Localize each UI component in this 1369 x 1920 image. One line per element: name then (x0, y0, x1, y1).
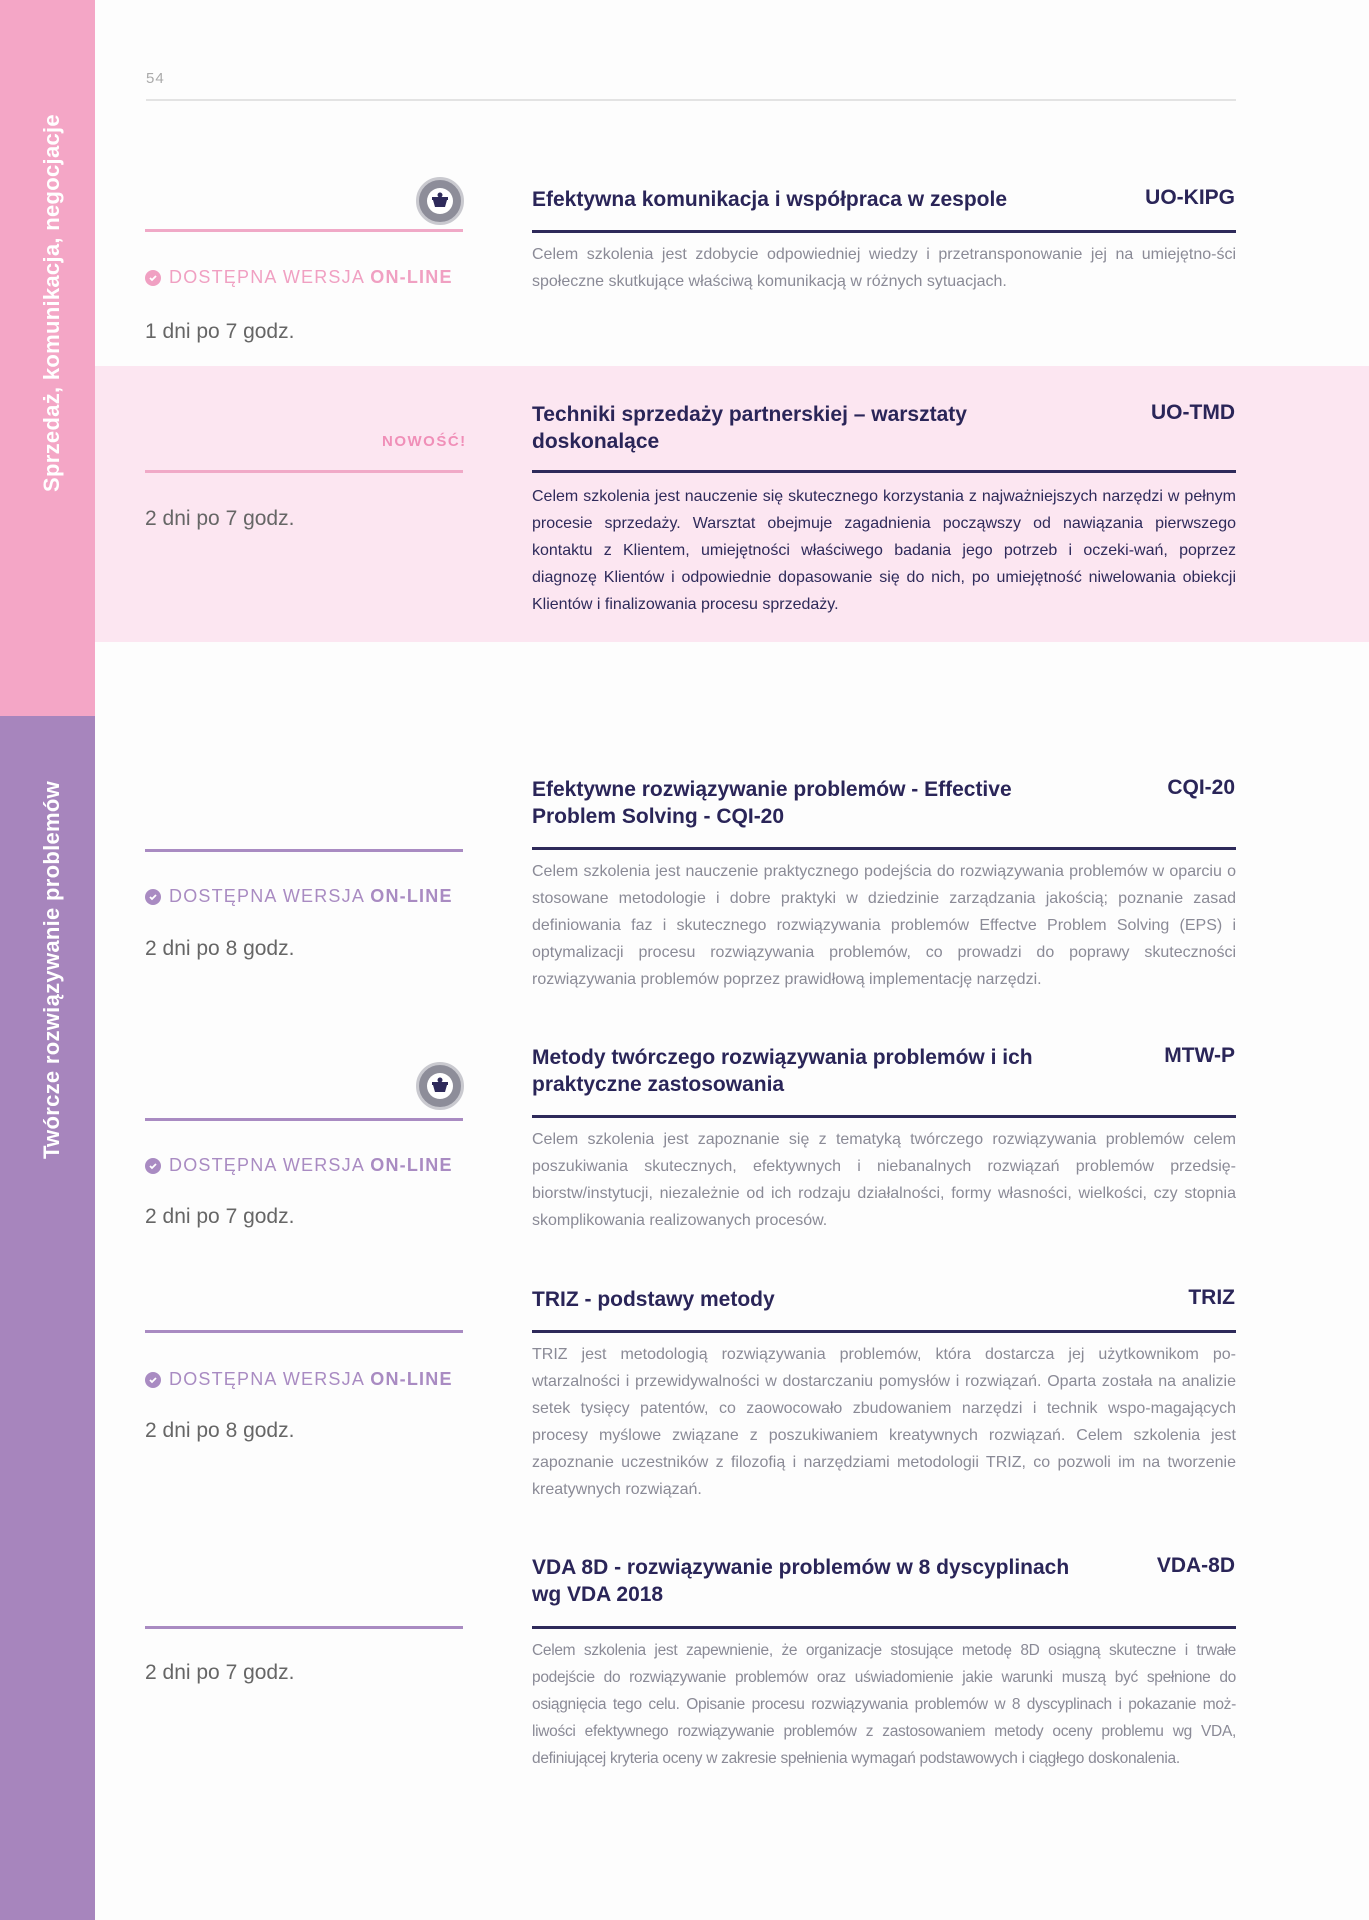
course-description: Celem szkolenia jest nauczenie się skutecznego korzystania z najważniejszych narzędzi w pełnym procesie sprzedaży. Warsztat obejmuje zagadnienia począwszy od nawiązania pierwszego kontaktu z Klientem, umiejętności właściwego badania jego potrzeb i oczeki-wań, poprzez diagnozę Klientów i odpowiednie dopasowanie się do nich, po umiejętność niwelowania obiekcji Klientów i finalizowania procesu sprzedaży. (532, 488, 1236, 613)
check-circle-icon (145, 1158, 161, 1174)
course-code: CQI-20 (1167, 776, 1235, 799)
online-label-strong: ON-LINE (370, 1369, 453, 1389)
course-description: Celem szkolenia jest zapewnienie, że organizacje stosujące metodę 8D osiągną skuteczne i trwałe podejście do rozwiązywanie problemów oraz uświadomienie jakie warunki muszą być spełnione do osiągnięcia tego celu. Opisanie procesu rozwiązywania problemów w 8 dyscyplinach i pokazanie moż-liwości efektywnego rozwiązywanie problemów z zastosowaniem metody oceny problemu wg VDA, definiującej kryteria oceny w zakresie spełnienia wymagań podstawowych i ciągłego doskonalenia. (532, 1642, 1236, 1767)
course-title: Efektywna komunikacja i współpraca w zespole (532, 188, 1008, 211)
course-duration: 1 dni po 7 godz. (145, 320, 295, 343)
course-title: Metody twórczego rozwiązywania problemów i ich praktyczne zastosowania (532, 1046, 1033, 1096)
online-badge (145, 1369, 453, 1390)
online-label-prefix: DOSTĘPNA WERSJA (169, 886, 371, 906)
course-duration: 2 dni po 7 godz. (145, 1661, 295, 1684)
course-divider (532, 1115, 1236, 1118)
course-duration: 2 dni po 7 godz. (145, 1205, 295, 1228)
left-divider (145, 1330, 463, 1333)
page-number: 54 (146, 70, 165, 87)
course-code: TRIZ (1188, 1286, 1235, 1309)
online-label-prefix: DOSTĘPNA WERSJA (169, 267, 371, 287)
course-description: Celem szkolenia jest zapoznanie się z tematyką twórczego rozwiązywania problemów celem poszukiwania skutecznych, efektywnych i niebanalnych rozwiązań problemów przedsię-biorstw/instytucji, niezależnie od ich rodzaju działalności, formy własności, wielkości, czy stopnia skomplikowania realizowanych procesów. (532, 1131, 1236, 1229)
left-divider (145, 470, 463, 473)
section-label-sales: Sprzedaż, komunikacja, negocjacje (39, 114, 64, 492)
online-label-prefix: DOSTĘPNA WERSJA (169, 1369, 371, 1389)
course-code: UO-TMD (1151, 401, 1235, 424)
course-title: Efektywne rozwiązywanie problemów - Effective Problem Solving - CQI-20 (532, 778, 1012, 828)
training-badge-icon (416, 177, 464, 225)
course-description: TRIZ jest metodologią rozwiązywania problemów, która dostarcza jej użytkownikom po-wtarzalności i przewidywalności w dostarczaniu pomysłów i rozwiązań. Oparta została na analizie setek tysięcy patentów, co zaowocowało zbudowaniem narzędzi i technik wspo-magających procesy myślowe związane z poszukiwaniem kreatywnych rozwiązań. Celem szkolenia jest zapoznanie uczestników z filozofią i narzędziami metodologii TRIZ, co pozwoli im na tworzenie kreatywnych rozwiązań. (532, 1346, 1236, 1498)
course-duration: 2 dni po 8 godz. (145, 1419, 295, 1442)
left-divider (145, 1118, 463, 1121)
course-code: MTW-P (1164, 1044, 1235, 1067)
course-duration: 2 dni po 8 godz. (145, 937, 295, 960)
course-code: UO-KIPG (1145, 186, 1235, 209)
course-duration: 2 dni po 7 godz. (145, 507, 295, 530)
training-badge-icon (416, 1062, 464, 1110)
online-label-strong: ON-LINE (370, 1155, 453, 1175)
online-badge (145, 1155, 453, 1176)
section-label-problem-solving: Twórcze rozwiązywanie problemów (39, 780, 64, 1160)
online-badge (145, 267, 453, 288)
left-divider (145, 229, 463, 232)
online-label-strong: ON-LINE (370, 267, 453, 287)
online-label-strong: ON-LINE (370, 886, 453, 906)
course-divider (532, 1626, 1236, 1629)
course-code: VDA-8D (1156, 1554, 1235, 1577)
online-label-prefix: DOSTĘPNA WERSJA (169, 1155, 371, 1175)
online-badge (145, 886, 453, 907)
course-title: Techniki sprzedaży partnerskiej – warsztaty doskonalące (532, 403, 967, 453)
course-divider (532, 230, 1236, 233)
course-divider (532, 470, 1236, 473)
left-divider (145, 1626, 463, 1629)
left-divider (145, 849, 463, 852)
course-description: Celem szkolenia jest nauczenie praktycznego podejścia do rozwiązywania problemów w oparciu o stosowane metodologie i dobre praktyki w dziedzinie zarządzania jakością; poznanie zasad definiowania faz i skutecznego rozwiązywania problemów Effectve Problem Solving (EPS) i optymalizacji procesu rozwiązywania problemów, co prowadzi do poprawy skuteczności rozwiązywania problemów poprzez prawidłową implementację narzędzi. (532, 863, 1236, 988)
new-tag: NOWOŚĆ! (382, 433, 467, 450)
course-divider (532, 847, 1236, 850)
check-circle-icon (145, 889, 161, 905)
course-title: VDA 8D - rozwiązywanie problemów w 8 dyscyplinach wg VDA 2018 (532, 1556, 1070, 1606)
course-title: TRIZ - podstawy metody (532, 1288, 775, 1311)
course-divider (532, 1330, 1236, 1333)
check-circle-icon (145, 1372, 161, 1388)
course-description: Celem szkolenia jest zdobycie odpowiedniej wiedzy i przetransponowanie jej na umiejętno-ści społeczne skutkujące właściwą komunikacją w różnych sytuacjach. (532, 246, 1236, 290)
check-circle-icon (145, 270, 161, 286)
header-divider (146, 99, 1236, 101)
